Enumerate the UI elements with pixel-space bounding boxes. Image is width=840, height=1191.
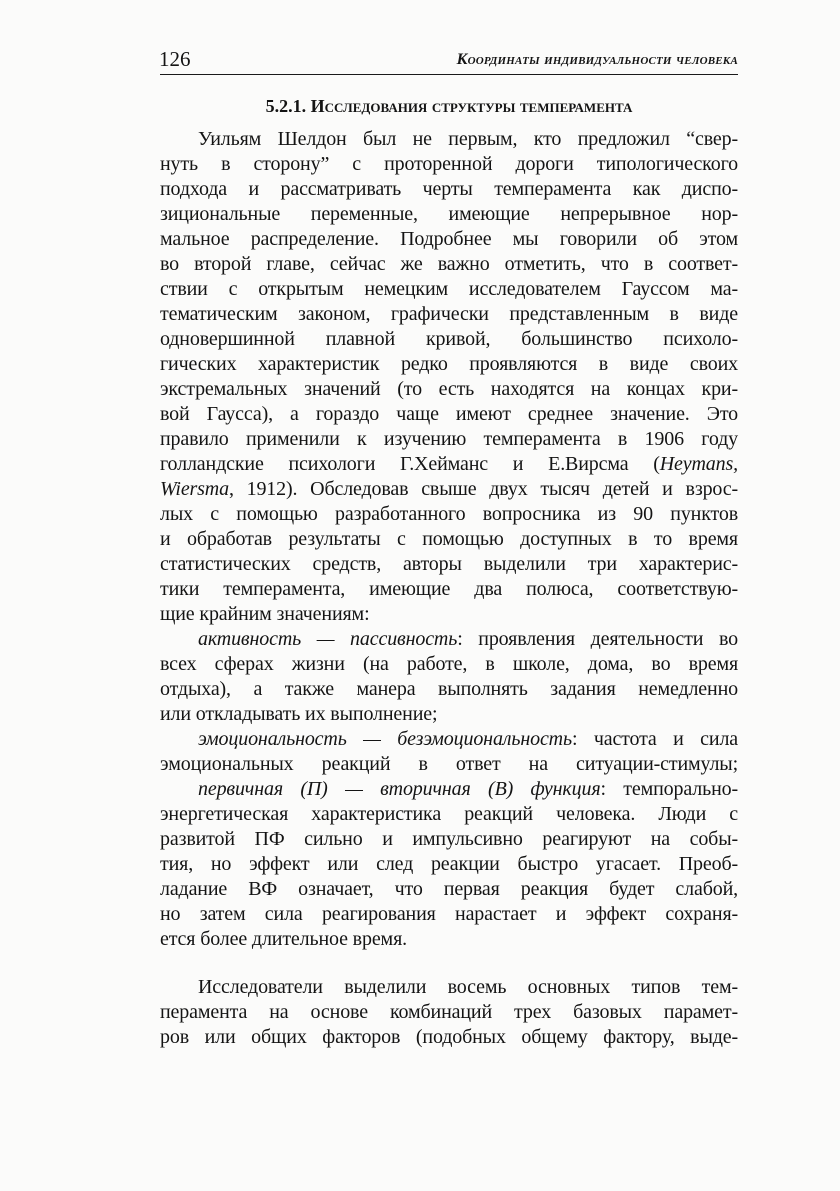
citation-author: Wiersma (160, 478, 229, 500)
definition-term: активность — пассивность (198, 628, 458, 650)
text-line: но затем сила реагирования нарастает и эффект сохраня- (160, 903, 738, 925)
definition-line (198, 777, 738, 801)
definition-line (198, 627, 738, 651)
text-line: ров или общих факторов (подобных общему фактору, выде- (160, 1026, 738, 1048)
text-line: гических характеристик редко проявляются в виде своих (160, 353, 738, 375)
definition-text: : проявления деятельности во (457, 628, 738, 650)
text-line: развитой ПФ сильно и импульсивно реагируют на собы- (160, 828, 738, 850)
text-line: одновершинной плавной кривой, большинство психоло- (160, 328, 738, 350)
text-line: тематическим законом, графически представленным в виде (160, 303, 738, 325)
definition-line (198, 727, 738, 751)
definition-term: первичная (П) — вторичная (В) функция (198, 778, 601, 800)
text-line: подхода и рассматривать черты темперамента как диспо- (160, 178, 738, 200)
definition-text: : темпорально- (600, 778, 738, 800)
book-page (160, 0, 738, 1191)
definition-term: эмоциональность — безэмоциональность (198, 728, 572, 750)
text-line: лых с помощью разработанного вопросника из 90 пунктов (160, 503, 738, 525)
text-line (160, 452, 738, 476)
citation-author: Heymans, (659, 453, 738, 475)
text-line: ствии с открытым немецким исследователем Гауссом ма- (160, 278, 738, 300)
text-line: ладание ВФ означает, что первая реакция будет слабой, (160, 878, 738, 900)
text-line: Уильям Шелдон был не первым, кто предложил “свер- (198, 128, 738, 150)
text-line: мальное распределение. Подробнее мы говорили об этом (160, 228, 738, 250)
running-header (160, 44, 738, 75)
definition-text: : частота и сила (571, 728, 738, 750)
text-line: экстремальных значений (то есть находятся на концах кри- (160, 378, 738, 400)
text-line: или откладывать их выполнение; (160, 703, 438, 725)
text-line: и обработав результаты с помощью доступных в то время (160, 528, 738, 550)
text-line: ется более длительное время. (160, 928, 407, 950)
text-line: щие крайним значениям: (160, 603, 370, 625)
text-line: энергетическая характеристика реакций человека. Люди с (160, 803, 738, 825)
text-line (160, 477, 738, 501)
text-line: статистических средств, авторы выделили три характерис- (160, 553, 738, 575)
text-line: во второй главе, сейчас же важно отметить, что в соответ- (160, 253, 738, 275)
text-line: правило применили к изучению темперамента в 1906 году (160, 428, 738, 450)
text-line: нуть в сторону” с проторенной дороги типологического (160, 153, 738, 175)
text-line: всех сферах жизни (на работе, в школе, дома, во время (160, 653, 738, 675)
text-line: зициональные переменные, имеющие непрерывное нор- (160, 203, 738, 225)
text-line: вой Гаусса), а гораздо чаще имеют среднее значение. Это (160, 403, 738, 425)
text-line: Исследователи выделили восемь основных типов тем- (198, 976, 738, 998)
section-heading: 5.2.1. Исследования структуры темперамента (265, 96, 633, 116)
text-line: отдыха), а также манера выполнять задания немедленно (160, 678, 738, 700)
text-line-part: голландские психологи Г.Хейманс и Е.Вирсма ( (160, 453, 660, 475)
text-line-part: , 1912). Обследовав свыше двух тысяч детей и взрос- (228, 478, 738, 500)
text-line: тики темперамента, имеющие два полюса, соответствую- (160, 578, 738, 600)
page-number: 126 (159, 47, 191, 71)
text-line: тия, но эффект или след реакции быстро угасает. Преоб- (160, 853, 738, 875)
text-line: перамента на основе комбинаций трех базовых парамет- (160, 1001, 738, 1023)
text-line: эмоциональных реакций в ответ на ситуации-стимулы; (160, 753, 738, 775)
running-title: Координаты индивидуальности человека (456, 51, 738, 68)
